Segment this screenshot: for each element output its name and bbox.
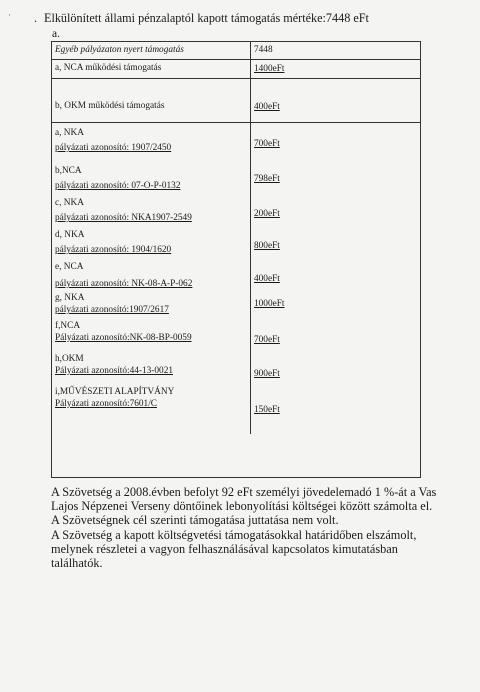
row-okm-amount: 400eFt xyxy=(254,102,280,112)
table-border-bottom xyxy=(51,477,421,478)
item-2-line1: b,NCA xyxy=(55,166,82,176)
item-5-line2: pályázati azonosító: NK-08-A-P-062 xyxy=(55,279,193,289)
item-6-line2: pályázati azonosító:1907/2617 xyxy=(55,305,169,315)
table-column-divider xyxy=(250,41,251,434)
paragraph-line: A Szövetségnek cél szerinti támogatása juttatása nem volt. xyxy=(51,513,339,528)
item-7-line1: f,NCA xyxy=(55,321,81,331)
row-nca-amount: 1400eFt xyxy=(254,64,285,74)
item-9-amount: 150eFt xyxy=(254,405,280,415)
row-okm-label: b, OKM működési támogatás xyxy=(55,101,165,111)
item-5-amount: 400eFt xyxy=(254,274,280,284)
table-row-divider xyxy=(51,78,421,79)
item-6-line1: g, NKA xyxy=(55,293,85,303)
item-9-line1: i,MŰVÉSZETI ALAPÍTVÁNY xyxy=(55,387,175,397)
paragraph-line: A Szövetség a 2008.évben befolyt 92 eFt személyi jövedelemadó 1 %-át a Vas xyxy=(51,485,437,499)
item-6-amount: 1000eFt xyxy=(254,299,285,309)
item-7-amount: 700eFt xyxy=(254,335,280,345)
row-egyeb-label: Egyéb pályázaton nyert támogatás xyxy=(55,45,184,55)
item-1-amount: 700eFt xyxy=(254,139,280,149)
table-row-divider xyxy=(51,122,421,123)
table-border-top xyxy=(51,41,421,42)
section-heading xyxy=(34,11,480,25)
support-table xyxy=(51,41,421,478)
item-9-line2: Pályázati azonosító:7601/C xyxy=(55,399,157,409)
row-nca-label: a, NCA működési támogatás xyxy=(55,63,162,73)
heading-bullet: . xyxy=(34,11,38,25)
paragraph-line: A Szövetség a kapott költségvetési támogatásokkal határidőben elszámolt, xyxy=(51,527,417,542)
item-8-amount: 900eFt xyxy=(254,369,280,379)
paragraph-line: melynek részletei a vagyon felhasználásával kapcsolatos kimutatásban xyxy=(51,541,398,556)
item-1-line1: a, NKA xyxy=(55,128,84,138)
item-7-line2: Pályázati azonosító:NK-08-BP-0059 xyxy=(55,333,192,343)
item-8-line1: h,OKM xyxy=(55,354,84,364)
row-egyeb-amount: 7448 xyxy=(254,45,273,55)
table-row-divider xyxy=(51,59,421,60)
item-5-line1: e, NCA xyxy=(55,262,84,272)
heading-title: Elkülönített állami pénzalaptól kapott támogatás mértéke:7448 eFt xyxy=(44,11,369,25)
table-border-right xyxy=(420,41,421,478)
paragraph-line: találhatók. xyxy=(51,555,103,570)
item-4-line2: pályázati azonosító: 1904/1620 xyxy=(55,245,172,255)
item-1-line2: pályázati azonosító: 1907/2450 xyxy=(55,143,172,153)
closing-paragraph xyxy=(51,485,480,570)
table-border-left xyxy=(51,41,52,478)
item-8-line2: Pályázati azonosító:44-13-0021 xyxy=(55,366,173,376)
paragraph-line: Lajos Népzenei Verseny döntőinek lebonyolítási költségei között számolta el. xyxy=(51,499,433,514)
item-4-line1: d, NKA xyxy=(55,230,85,240)
item-3-amount: 200eFt xyxy=(254,209,280,219)
item-3-line1: c, NKA xyxy=(55,198,84,208)
heading-sub-label: a. xyxy=(52,28,60,40)
item-3-line2: pályázati azonosító: NKA1907-2549 xyxy=(55,213,192,223)
item-4-amount: 800eFt xyxy=(254,241,280,251)
item-2-amount: 798eFt xyxy=(254,174,280,184)
scan-speck: · xyxy=(8,10,11,20)
item-2-line2: pályázati azonosító: 07-O-P-0132 xyxy=(55,181,181,191)
